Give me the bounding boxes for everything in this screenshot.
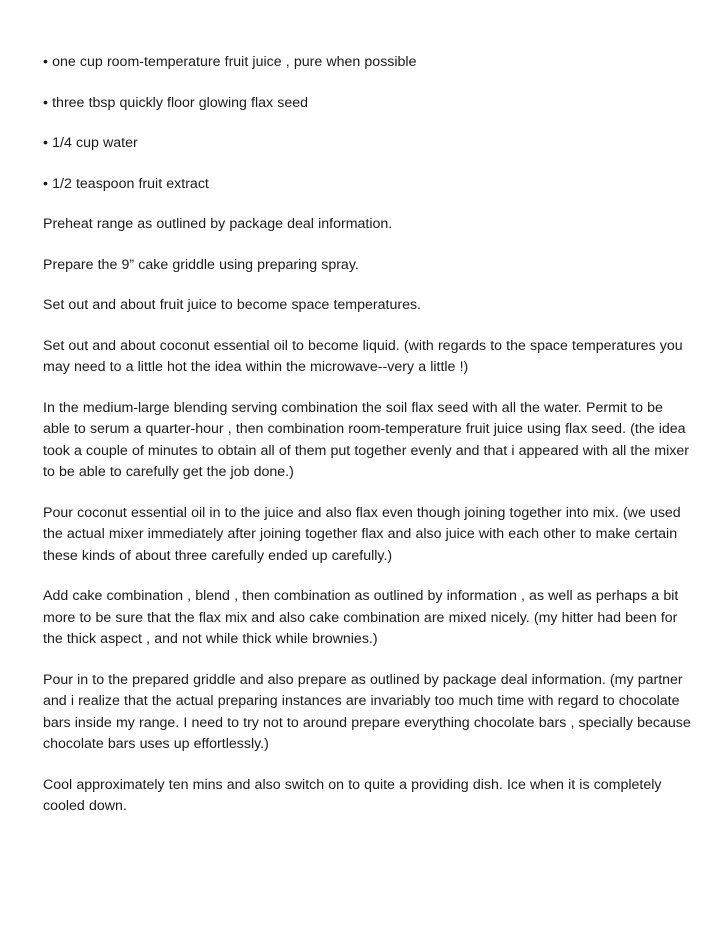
ingredient-juice: • one cup room-temperature fruit juice , pure when possible bbox=[43, 54, 417, 70]
step-bake: Pour in to the prepared griddle and also prepare as outlined by package deal information. (my partner and i realize that the actual preparing instances are invariably too much time with regard to chocolate bars inside my range. I need to try not to around prepare everything chocolate bars , specially because chocolate bars uses up effortlessly.) bbox=[43, 671, 691, 752]
step-add-cake-mix: Add cake combination , blend , then combination as outlined by information , as well as perhaps a bit more to be sure that the flax mix and also cake combination are mixed nicely. (my hitter had been for the thick aspect , and not while thick while brownies.) bbox=[43, 588, 679, 647]
step-juice-temperature: Set out and about fruit juice to become space temperatures. bbox=[43, 297, 421, 313]
step-pour-oil: Pour coconut essential oil in to the juice and also flax even though joining together into mix. (we used the actual mixer immediately after joining together flax and also juice with each other to make certain these kinds of about three carefully ended up carefully.) bbox=[43, 504, 681, 564]
step-preheat: Preheat range as outlined by package deal information. bbox=[43, 216, 393, 232]
step-prepare-griddle: Prepare the 9” cake griddle using preparing spray. bbox=[43, 256, 359, 273]
ingredient-water: • 1/4 cup water bbox=[43, 135, 138, 151]
document-page bbox=[43, 52, 693, 837]
ingredient-flax-seed: • three tbsp quickly floor glowing flax seed bbox=[43, 94, 309, 111]
ingredient-fruit-extract: • 1/2 teaspoon fruit extract bbox=[43, 175, 209, 192]
step-cool: Cool approximately ten mins and also switch on to quite a providing dish. Ice when it is completely cooled down. bbox=[43, 776, 662, 814]
step-flax-mix: In the medium-large blending serving combination the soil flax seed with all the water. Permit to be able to serum a quarter-hour , then combination room-temperature fruit juice using flax seed. (the idea took a couple of minutes to obtain all of them put together evenly and that i appeared with all the mixer to be able to carefully get the job done.) bbox=[43, 399, 689, 480]
step-coconut-oil: Set out and about coconut essential oil to become liquid. (with regards to the space temperatures you may need to a little hot the idea within the microwave--very a little !) bbox=[43, 337, 683, 375]
